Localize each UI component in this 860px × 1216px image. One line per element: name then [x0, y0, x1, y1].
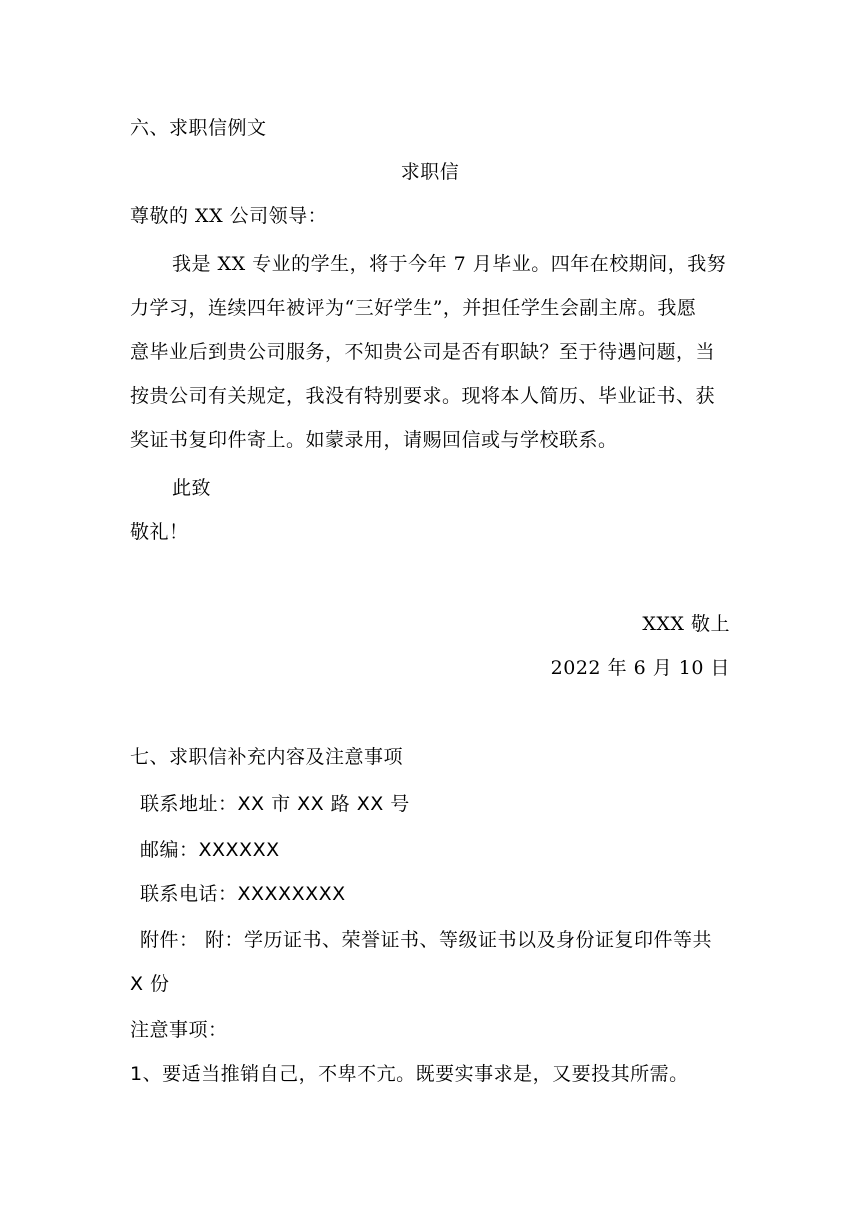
letter-closing: 此致 — [172, 477, 212, 499]
letter-title: 求职信 — [400, 161, 460, 183]
letter-body-line: 力学习，连续四年被评为“三好学生”，并担任学生会副主席。我愿 — [130, 297, 697, 319]
letter-body-line: 我是 XX 专业的学生，将于今年 7 月毕业。四年在校期间，我努 — [172, 253, 727, 275]
contact-address: 联系地址：XX 市 XX 路 XX 号 — [140, 793, 410, 815]
attachment-line: 附件： 附：学历证书、荣誉证书、等级证书以及身份证复印件等共 — [140, 929, 713, 951]
letter-body-line: 按贵公司有关规定，我没有特别要求。现将本人简历、毕业证书、获 — [130, 385, 716, 407]
section6-heading: 六、求职信例文 — [130, 117, 267, 139]
letter-regards: 敬礼！ — [130, 521, 189, 543]
letter-body-line: 意毕业后到贵公司服务，不知贵公司是否有职缺？至于待遇问题，当 — [130, 341, 716, 363]
note-item: 1、要适当推销自己，不卑不亢。既要实事求是，又要投其所需。 — [130, 1063, 689, 1085]
attachment-line: X 份 — [130, 973, 170, 995]
letter-date: 2022 年 6 月 10 日 — [550, 657, 730, 679]
postcode: 邮编：XXXXXX — [140, 839, 280, 861]
letter-salutation: 尊敬的 XX 公司领导： — [130, 205, 328, 227]
letter-body-line: 奖证书复印件寄上。如蒙录用，请赐回信或与学校联系。 — [130, 429, 618, 451]
notes-heading: 注意事项： — [130, 1019, 228, 1041]
contact-phone: 联系电话：XXXXXXXX — [140, 883, 346, 905]
letter-signature: XXX 敬上 — [642, 613, 730, 635]
section7-heading: 七、求职信补充内容及注意事项 — [130, 746, 404, 768]
